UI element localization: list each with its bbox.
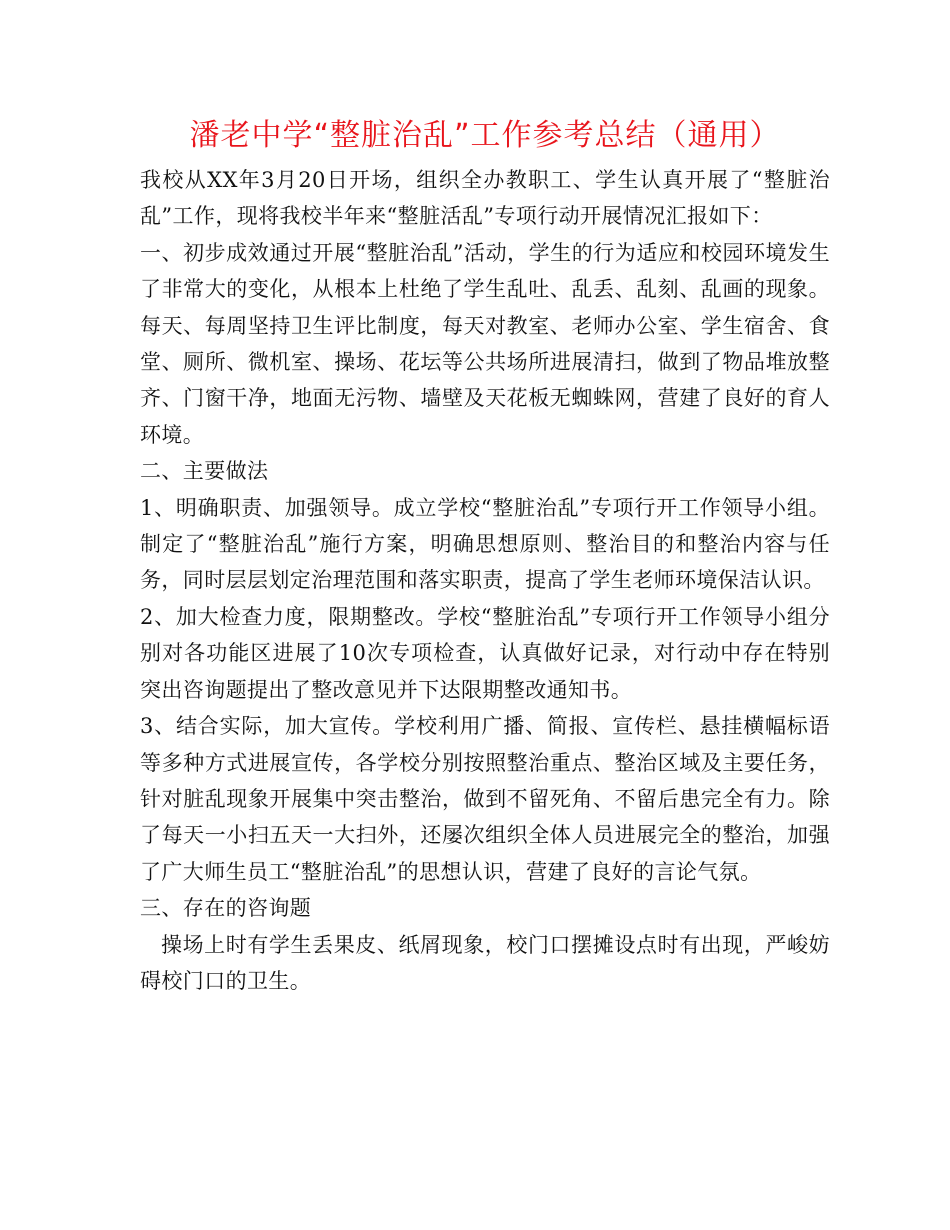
document-title: 潘老中学“整脏治乱”工作参考总结（通用） (189, 118, 781, 153)
heading-existing-problems: 三、存在的咨询题 (140, 896, 312, 921)
paragraph-method-1: 1、明确职责、加强领导。成立学校“整脏治乱”专项行开工作领导小组。制定了“整脏治乱”施行方案，明确思想原则、整治目的和整治内容与任务，同时层层划定治理范围和落实职责，提高了学生老师环境保洁认识。 (140, 495, 830, 593)
paragraph-method-2: 2、加大检查力度，限期整改。学校“整脏治乱”专项行开工作领导小组分别对各功能区进展了10次专项检查，认真做好记录，对行动中存在特别突出咨询题提出了整改意见并下达限期整改通知书。 (140, 604, 830, 702)
paragraph-initial-results: 一、初步成效通过开展“整脏治乱”活动，学生的行为适应和校园环境发生了非常大的变化，从根本上杜绝了学生乱吐、乱丢、乱刻、乱画的现象。每天、每周坚持卫生评比制度，每天对教室、老师办公室、学生宿舍、食堂、厕所、微机室、操场、花坛等公共场所进展清扫，做到了物品堆放整齐、门窗干净，地面无污物、墙壁及天花板无蜘蛛网，营建了良好的育人环境。 (140, 240, 830, 447)
paragraph-intro: 我校从XX年3月20日开场，组织全办教职工、学生认真开展了“整脏治乱”工作，现将我校半年来“整脏活乱”专项行动开展情况汇报如下： (140, 168, 830, 229)
document-body (140, 162, 830, 999)
heading-main-methods: 二、主要做法 (140, 459, 269, 484)
paragraph-problems: 操场上时有学生丢果皮、纸屑现象，校门口摆摊设点时有出现，严峻妨碍校门口的卫生。 (140, 932, 830, 993)
paragraph-method-3: 3、结合实际，加大宣传。学校利用广播、简报、宣传栏、悬挂横幅标语等多种方式进展宣传，各学校分别按照整治重点、整治区域及主要任务，针对脏乱现象开展集中突击整治，做到不留死角、不留后患完全有力。除了每天一小扫五天一大扫外，还屡次组织全体人员进展完全的整治，加强了广大师生员工“整脏治乱”的思想认识，营建了良好的言论气氛。 (140, 714, 830, 884)
